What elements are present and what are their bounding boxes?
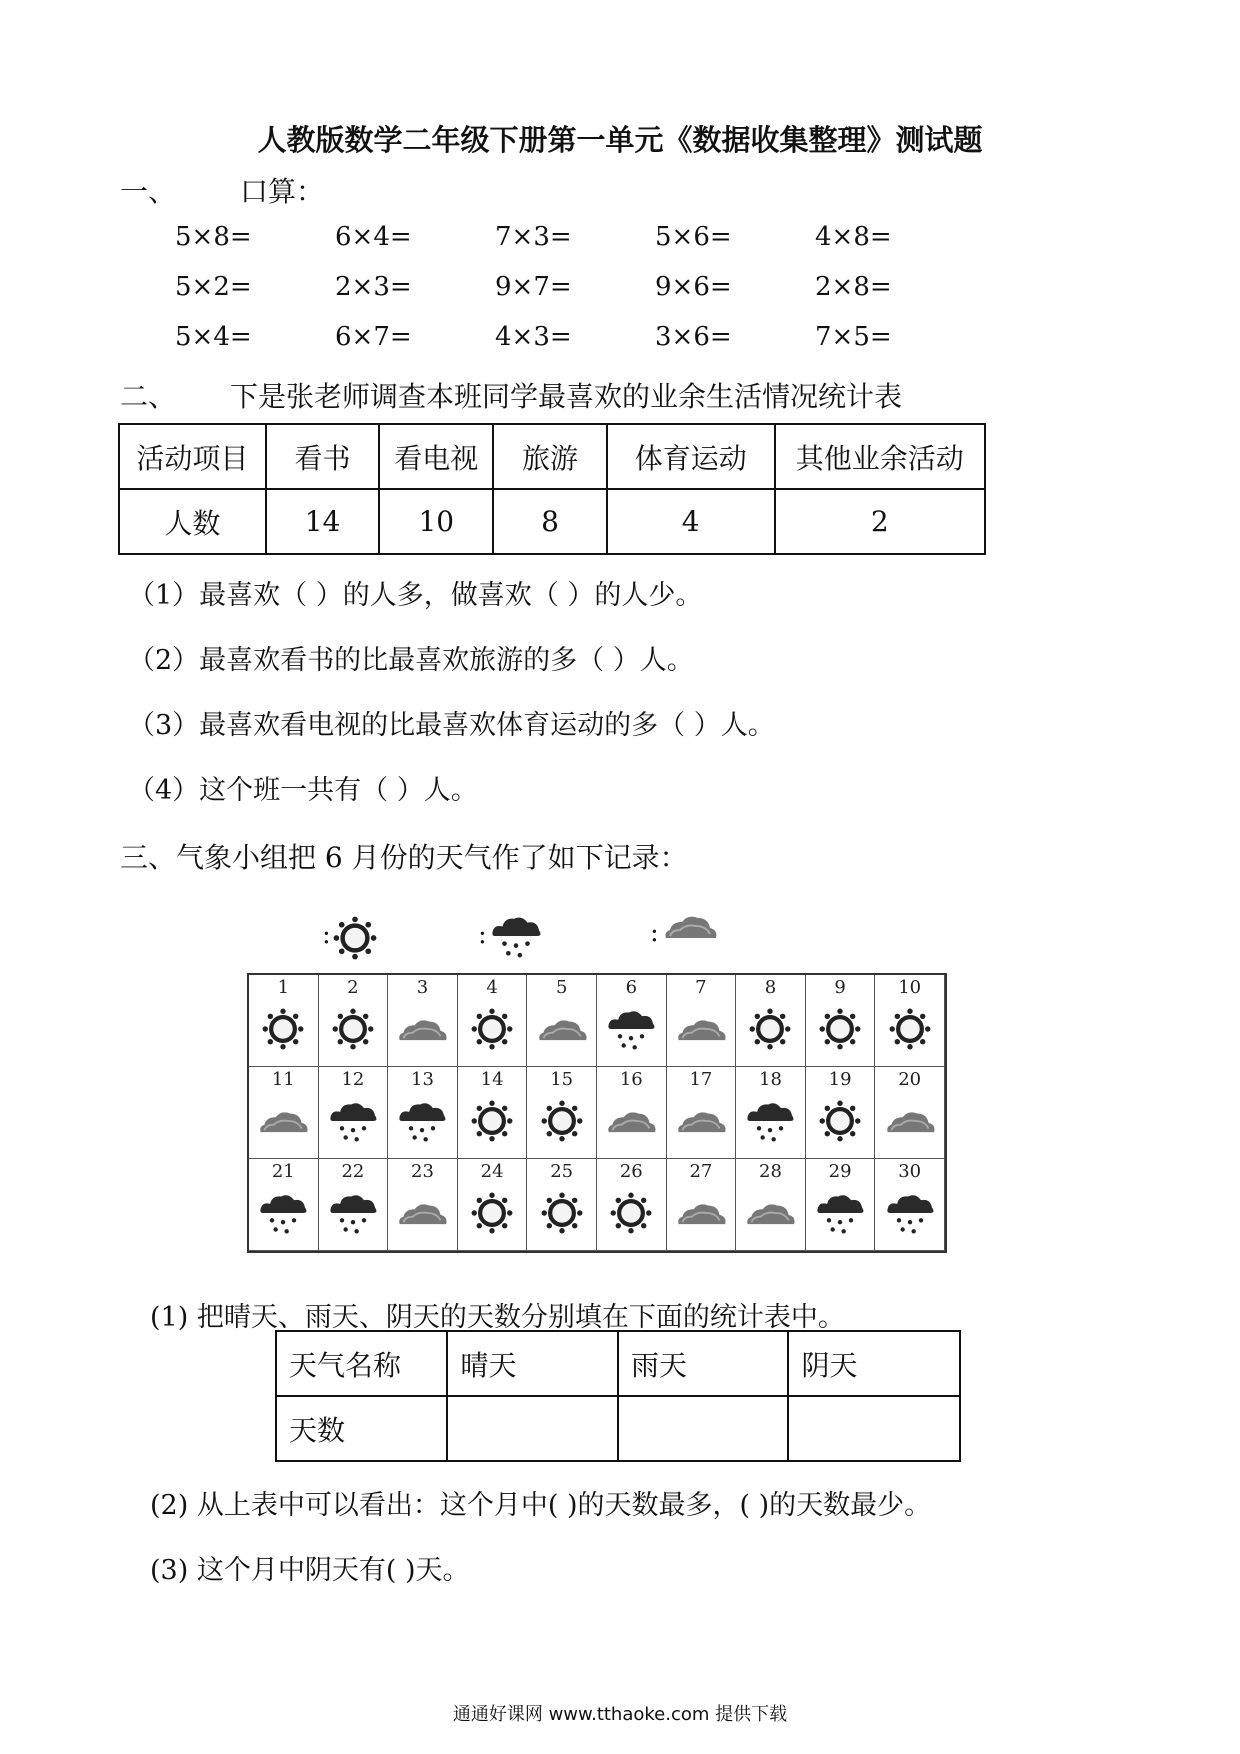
table-cell: 8 (493, 489, 607, 554)
table-cell: 4 (607, 489, 775, 554)
day-number: 15 (550, 1069, 574, 1090)
table-cell: 天数 (276, 1396, 447, 1461)
day-number: 27 (689, 1161, 713, 1182)
calendar-day (527, 975, 597, 1067)
calendar-day (319, 1159, 389, 1251)
cloud-icon (536, 1007, 588, 1051)
calendar-day (249, 975, 319, 1067)
day-number: 20 (898, 1069, 922, 1090)
cloud-icon (884, 1099, 936, 1143)
arithmetic-problem: 6×4= (335, 222, 412, 252)
arithmetic-problem: 5×6= (655, 222, 732, 252)
day-number: 1 (277, 977, 290, 998)
weather-header-row (276, 1331, 960, 1396)
weather-calendar (247, 973, 947, 1253)
arithmetic-problem: 4×3= (495, 322, 572, 352)
cloud-icon (744, 1191, 796, 1235)
arithmetic-problem: 5×2= (175, 272, 252, 302)
day-number: 16 (619, 1069, 643, 1090)
calendar-day (388, 1067, 458, 1159)
arithmetic-problem: 5×4= (175, 322, 252, 352)
section2-heading (120, 375, 902, 415)
rain-cloud-icon (396, 1099, 448, 1143)
rain-cloud-icon (814, 1191, 866, 1235)
day-number: 10 (898, 977, 922, 998)
legend-sun-label: : (322, 920, 331, 950)
table-cell: 10 (379, 489, 493, 554)
weather-table (275, 1330, 961, 1462)
calendar-day (597, 975, 667, 1067)
day-number: 21 (271, 1161, 295, 1182)
table-header: 旅游 (493, 424, 607, 489)
calendar-day (806, 975, 876, 1067)
day-number: 19 (828, 1069, 852, 1090)
day-number: 30 (898, 1161, 922, 1182)
calendar-day (806, 1159, 876, 1251)
answer-cell-sunny[interactable] (447, 1396, 618, 1461)
day-number: 29 (828, 1161, 852, 1182)
day-number: 5 (555, 977, 568, 998)
day-number: 6 (625, 977, 638, 998)
table-header: 活动项目 (119, 424, 266, 489)
day-number: 2 (347, 977, 359, 998)
question-3: （3）最喜欢看电视的比最喜欢体育运动的多（ ）人。 (128, 710, 775, 741)
table-cell: 14 (266, 489, 380, 554)
activity-count-row (119, 489, 985, 554)
day-number: 26 (619, 1161, 643, 1182)
calendar-day (736, 1067, 806, 1159)
sun-icon (257, 1007, 309, 1051)
day-number: 22 (341, 1161, 365, 1182)
rain-cloud-icon (257, 1191, 309, 1235)
calendar-day (388, 1159, 458, 1251)
calendar-day (875, 975, 945, 1067)
section1-heading (120, 170, 324, 210)
calendar-day (249, 1159, 319, 1251)
weather-count-row (276, 1396, 960, 1461)
calendar-day (736, 1159, 806, 1251)
activity-header-row (119, 424, 985, 489)
table-header: 晴天 (447, 1331, 618, 1396)
day-number: 9 (834, 977, 846, 998)
sun-icon (466, 1099, 518, 1143)
table-header: 阴天 (788, 1331, 960, 1396)
table-header: 看电视 (379, 424, 493, 489)
sun-icon (744, 1007, 796, 1051)
table-header: 其他业余活动 (775, 424, 986, 489)
table-header: 看书 (266, 424, 380, 489)
section1-title: 口算： (240, 175, 325, 208)
weather-question-2: (2) 从上表中可以看出：这个月中( )的天数最多，( )的天数最少。 (150, 1490, 932, 1521)
day-number: 8 (764, 977, 777, 998)
cloud-icon (396, 1007, 448, 1051)
legend-rain-label: : (478, 920, 487, 950)
sun-icon (884, 1007, 936, 1051)
day-number: 18 (759, 1069, 782, 1090)
arithmetic-problem: 6×7= (335, 322, 412, 352)
calendar-day (597, 1159, 667, 1251)
weather-question-1: (1) 把晴天、雨天、阴天的天数分别填在下面的统计表中。 (150, 1302, 845, 1333)
day-number: 25 (550, 1161, 574, 1182)
day-number: 11 (271, 1069, 295, 1090)
arithmetic-problem: 2×3= (335, 272, 412, 302)
rain-cloud-icon (605, 1007, 657, 1051)
day-number: 17 (689, 1069, 713, 1090)
arithmetic-problem: 9×6= (655, 272, 732, 302)
calendar-day (458, 975, 528, 1067)
sun-icon (466, 1191, 518, 1235)
calendar-day (388, 975, 458, 1067)
rain-cloud-icon (327, 1099, 379, 1143)
calendar-day (875, 1159, 945, 1251)
table-cell: 2 (775, 489, 986, 554)
section2-title: 下是张老师调查本班同学最喜欢的业余生活情况统计表 (230, 380, 903, 413)
sun-icon (814, 1007, 866, 1051)
sun-icon (536, 1191, 588, 1235)
arithmetic-problem: 7×5= (815, 322, 892, 352)
cloud-icon (675, 1099, 727, 1143)
day-number: 7 (695, 977, 707, 998)
sun-icon (536, 1099, 588, 1143)
weather-question-3: (3) 这个月中阴天有( )天。 (150, 1555, 470, 1586)
cloud-icon (396, 1191, 448, 1235)
arithmetic-problem: 2×8= (815, 272, 892, 302)
cloud-icon (662, 910, 718, 942)
question-4: （4）这个班一共有（ ）人。 (128, 775, 478, 806)
day-number: 14 (480, 1069, 504, 1090)
rain-cloud-icon (327, 1191, 379, 1235)
arithmetic-problem: 7×3= (495, 222, 572, 252)
page-title: 人教版数学二年级下册第一单元《数据收集整理》测试题 (257, 123, 983, 157)
question-2: （2）最喜欢看书的比最喜欢旅游的多（ ）人。 (128, 645, 694, 676)
arithmetic-problem: 4×8= (815, 222, 892, 252)
calendar-day (319, 975, 389, 1067)
answer-cell-rainy[interactable] (618, 1396, 789, 1461)
calendar-day (249, 1067, 319, 1159)
day-number: 24 (480, 1161, 504, 1182)
arithmetic-problem: 5×8= (175, 222, 252, 252)
day-number: 13 (411, 1069, 434, 1090)
footer: 通通好课网 www.tthaoke.com 提供下载 (452, 1704, 788, 1725)
cloud-icon (675, 1191, 727, 1235)
cloud-icon (257, 1099, 309, 1143)
day-number: 28 (759, 1161, 782, 1182)
arithmetic-problem: 3×6= (655, 322, 732, 352)
calendar-day (736, 975, 806, 1067)
question-1: （1）最喜欢（ ）的人多，做喜欢（ ）的人少。 (128, 580, 703, 611)
calendar-day (527, 1067, 597, 1159)
day-number: 3 (416, 977, 429, 998)
rain-cloud-icon (884, 1191, 936, 1235)
calendar-day (458, 1067, 528, 1159)
table-cell: 人数 (119, 489, 266, 554)
sun-icon (466, 1007, 518, 1051)
sun-icon (814, 1099, 866, 1143)
calendar-day (875, 1067, 945, 1159)
section1-number: 一、 (120, 175, 177, 208)
day-number: 23 (411, 1161, 434, 1182)
table-header: 体育运动 (607, 424, 775, 489)
calendar-day (458, 1159, 528, 1251)
table-header: 雨天 (618, 1331, 789, 1396)
calendar-day (319, 1067, 389, 1159)
section3-heading: 三、气象小组把 6 月份的天气作了如下记录： (120, 841, 688, 874)
arithmetic-problem: 9×7= (495, 272, 572, 302)
activity-table (118, 423, 986, 555)
sun-icon (332, 915, 378, 961)
cloud-icon (605, 1099, 657, 1143)
table-header: 天气名称 (276, 1331, 447, 1396)
cloud-icon (675, 1007, 727, 1051)
day-number: 4 (486, 977, 498, 998)
calendar-day (667, 975, 737, 1067)
legend-cloud-label: : (650, 918, 659, 948)
calendar-day (667, 1067, 737, 1159)
calendar-day (806, 1067, 876, 1159)
section2-number: 二、 (120, 380, 177, 413)
sun-icon (327, 1007, 379, 1051)
calendar-day (597, 1067, 667, 1159)
day-number: 12 (341, 1069, 365, 1090)
answer-cell-cloudy[interactable] (788, 1396, 960, 1461)
calendar-day (667, 1159, 737, 1251)
calendar-day (527, 1159, 597, 1251)
rain-cloud-icon (744, 1099, 796, 1143)
sun-icon (605, 1191, 657, 1235)
rain-cloud-icon (488, 913, 544, 959)
